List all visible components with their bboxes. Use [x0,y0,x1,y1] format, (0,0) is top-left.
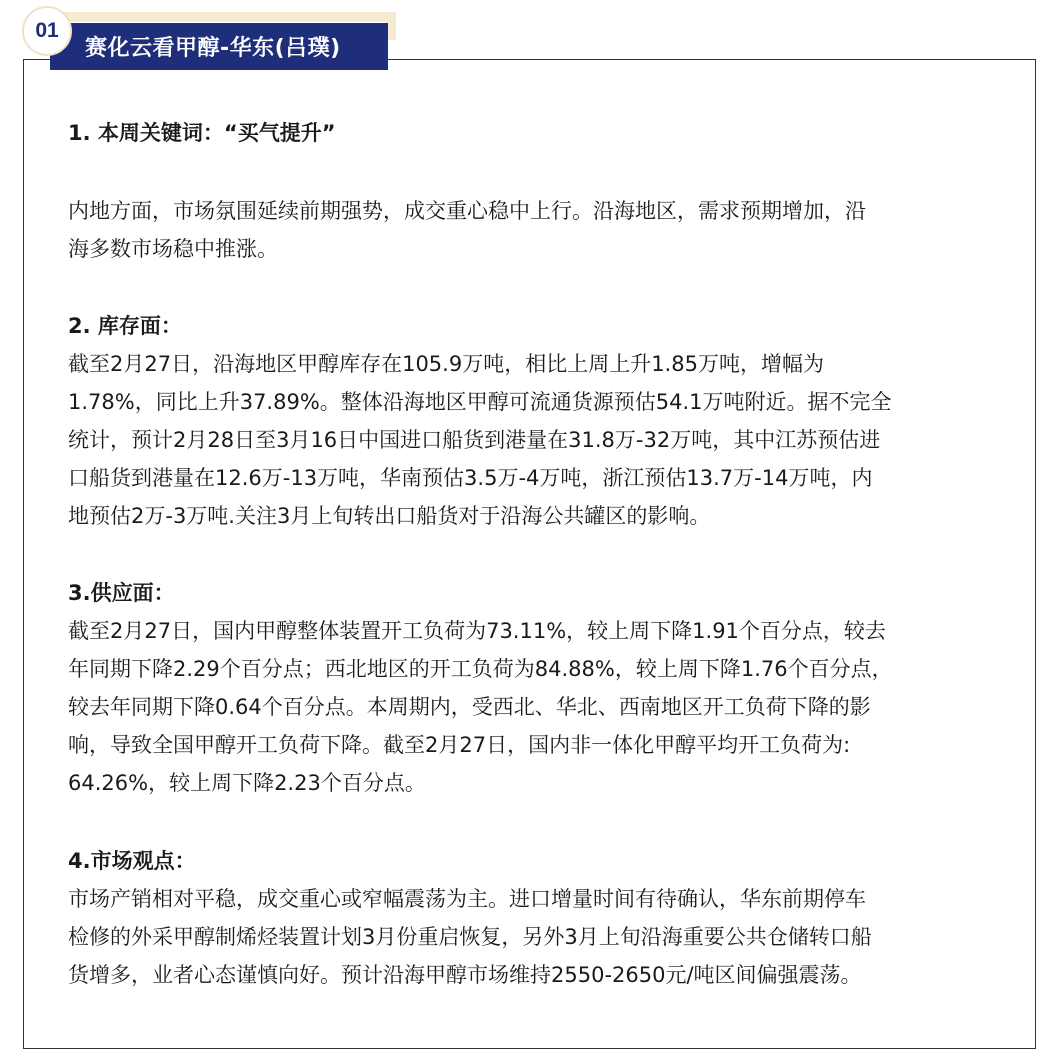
paragraph-line: 内地方面，市场氛围延续前期强势，成交重心稳中上行。沿海地区，需求预期增加，沿 [68,199,866,223]
paragraph-line: 64.26%，较上周下降2.23个百分点。 [68,771,426,795]
paragraph-line: 截至2月27日，国内甲醇整体装置开工负荷为73.11%，较上周下降1.91个百分点，较去 [68,619,886,643]
content-box [23,59,1036,1049]
section-number-badge: 01 [22,6,72,56]
section-3-heading: 3.供应面： [68,581,175,605]
paragraph-line: 检修的外采甲醇制烯烃装置计划3月份重启恢复，另外3月上旬沿海重要公共仓储转口船 [68,925,872,949]
paragraph-line: 较去年同期下降0.64个百分点。本周期内，受西北、华北、西南地区开工负荷下降的影 [68,695,871,719]
paragraph-line: 响，导致全国甲醇开工负荷下降。截至2月27日，国内非一体化甲醇平均开工负荷为: [68,733,851,757]
paragraph-line: 市场产销相对平稳，成交重心或窄幅震荡为主。进口增量时间有待确认，华东前期停车 [68,887,866,911]
paragraph-line: 年同期下降2.29个百分点；西北地区的开工负荷为84.88%，较上周下降1.76个百分点， [68,657,893,681]
paragraph-line: 口船货到港量在12.6万-13万吨，华南预估3.5万-4万吨，浙江预估13.7万-14万吨，内 [68,466,873,490]
title-banner [50,23,388,70]
section-1-heading: 1. 本周关键词：“买气提升” [68,121,336,145]
section-2-heading: 2. 库存面： [68,314,182,338]
section-4-heading: 4.市场观点： [68,849,196,873]
paragraph-line: 统计，预计2月28日至3月16日中国进口船货到港量在31.8万-32万吨，其中江苏预估进 [68,428,881,452]
paragraph-line: 货增多，业者心态谨慎向好。预计沿海甲醇市场维持2550-2650元/吨区间偏强震荡。 [68,963,862,987]
paragraph-line: 海多数市场稳中推涨。 [68,237,278,261]
paragraph-line: 地预估2万-3万吨.关注3月上旬转出口船货对于沿海公共罐区的影响。 [68,504,711,528]
page-title: 赛化云看甲醇-华东(吕璞) [85,36,341,61]
paragraph-line: 1.78%，同比上升37.89%。整体沿海地区甲醇可流通货源预估54.1万吨附近。据不完全 [68,390,892,414]
paragraph-line: 截至2月27日，沿海地区甲醇库存在105.9万吨，相比上周上升1.85万吨，增幅为 [68,352,824,376]
header-accent-strip [50,12,396,22]
